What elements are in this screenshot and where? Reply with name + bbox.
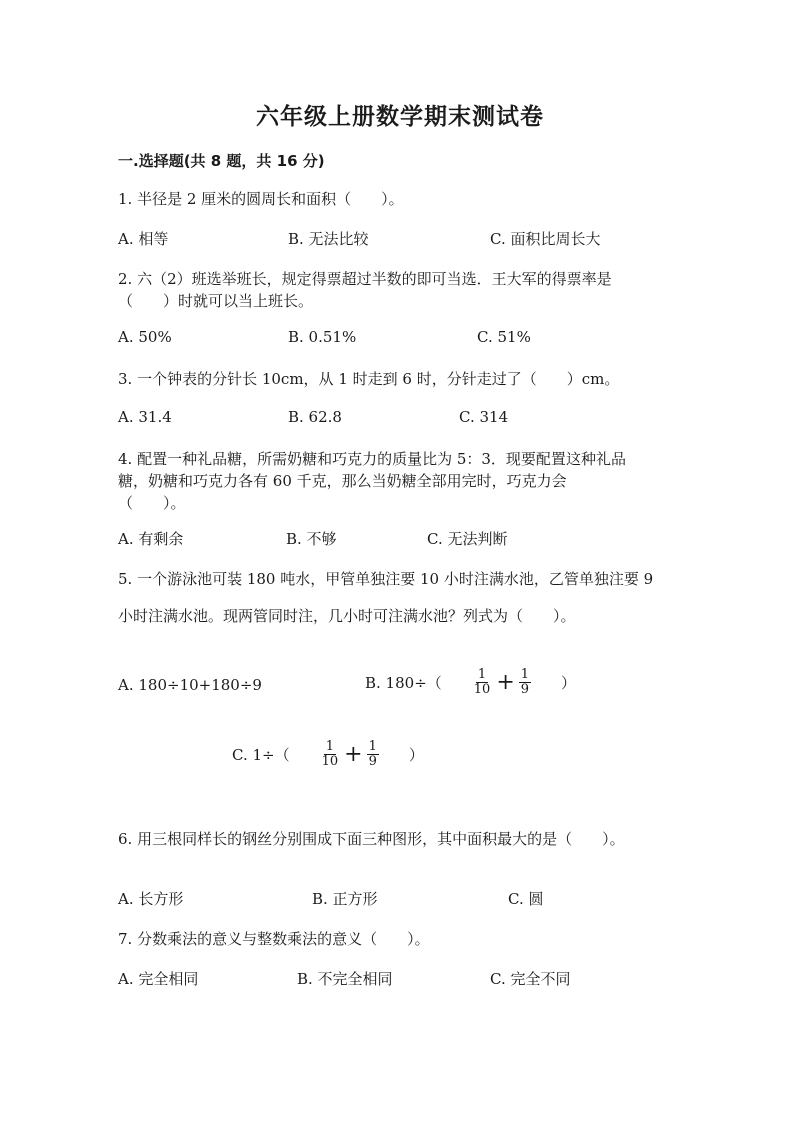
question-4-line-3: （ ）。 <box>118 494 186 512</box>
question-2-line-1: 2. 六（2）班选举班长，规定得票超过半数的即可当选．王大军的得票率是 <box>118 270 612 288</box>
close-paren: ） <box>561 673 577 692</box>
question-4-line-1: 4. 配置一种礼品糖，所需奶糖和巧克力的质量比为 5：3．现要配置这种礼品 <box>118 450 626 468</box>
q6-option-c[interactable]: C. 圆 <box>508 890 544 908</box>
q1-option-a[interactable]: A. 相等 <box>118 230 169 248</box>
fraction-one-tenth <box>320 740 341 768</box>
fraction-numerator: 1 <box>325 739 334 754</box>
q5-option-b-prefix: B. 180÷（ <box>365 673 442 692</box>
plus-sign: + <box>496 669 515 695</box>
q6-option-a[interactable]: A. 长方形 <box>118 890 184 908</box>
q1-option-c[interactable]: C. 面积比周长大 <box>490 230 601 248</box>
q3-option-b[interactable]: B. 62.8 <box>288 408 342 426</box>
close-paren: ） <box>408 745 424 764</box>
question-5-line-2: 小时注满水池。现两管同时注，几小时可注满水池？列式为（ ）。 <box>118 607 576 625</box>
question-5-line-1: 5. 一个游泳池可装 180 吨水，甲管单独注要 10 小时注满水池，乙管单独注要 9 <box>118 570 654 588</box>
q7-option-b[interactable]: B. 不完全相同 <box>297 970 393 988</box>
fraction-numerator: 1 <box>368 739 377 754</box>
q5-option-c-prefix: C. 1÷（ <box>232 745 290 764</box>
fraction-one-tenth <box>472 668 493 696</box>
fraction-denominator: 10 <box>321 753 339 769</box>
q3-option-c[interactable]: C. 314 <box>459 408 509 426</box>
plus-sign: + <box>344 741 363 767</box>
question-6-text: 6. 用三根同样长的钢丝分别围成下面三种图形，其中面积最大的是（ ）。 <box>118 830 625 848</box>
q5-option-c[interactable] <box>232 740 424 768</box>
q4-option-c[interactable]: C. 无法判断 <box>427 530 508 548</box>
q2-option-b[interactable]: B. 0.51% <box>288 328 357 346</box>
fraction-numerator: 1 <box>520 667 530 682</box>
fraction-one-ninth <box>367 740 379 768</box>
q3-option-a[interactable]: A. 31.4 <box>118 408 172 426</box>
q4-option-b[interactable]: B. 不够 <box>286 530 337 548</box>
q2-option-c[interactable]: C. 51% <box>477 328 531 346</box>
q4-option-a[interactable]: A. 有剩余 <box>118 530 184 548</box>
q5-option-a[interactable]: A. 180÷10+180÷9 <box>118 676 262 694</box>
question-1-text: 1. 半径是 2 厘米的圆周长和面积（ ）。 <box>118 190 404 208</box>
question-3-text: 3. 一个钟表的分针长 10cm，从 1 时走到 6 时，分针走过了（ ）cm。 <box>118 370 620 388</box>
fraction-denominator: 9 <box>368 753 377 769</box>
question-4-line-2: 糖，奶糖和巧克力各有 60 千克，那么当奶糖全部用完时，巧克力会 <box>118 472 567 490</box>
q2-option-a[interactable]: A. 50% <box>118 328 172 346</box>
fraction-denominator: 9 <box>520 681 530 697</box>
q1-option-b[interactable]: B. 无法比较 <box>288 230 369 248</box>
q7-option-c[interactable]: C. 完全不同 <box>490 970 571 988</box>
q7-option-a[interactable]: A. 完全相同 <box>118 970 199 988</box>
fraction-numerator: 1 <box>477 667 487 682</box>
question-2-line-2: （ ）时就可以当上班长。 <box>118 292 314 310</box>
page-title: 六年级上册数学期末测试卷 <box>256 103 544 130</box>
fraction-one-ninth <box>519 668 531 696</box>
q6-option-b[interactable]: B. 正方形 <box>312 890 378 908</box>
question-7-text: 7. 分数乘法的意义与整数乘法的意义（ ）。 <box>118 930 430 948</box>
section-heading: 一.选择题(共 8 题，共 16 分) <box>118 152 325 170</box>
fraction-denominator: 10 <box>473 681 491 697</box>
q5-option-b[interactable] <box>365 668 576 696</box>
